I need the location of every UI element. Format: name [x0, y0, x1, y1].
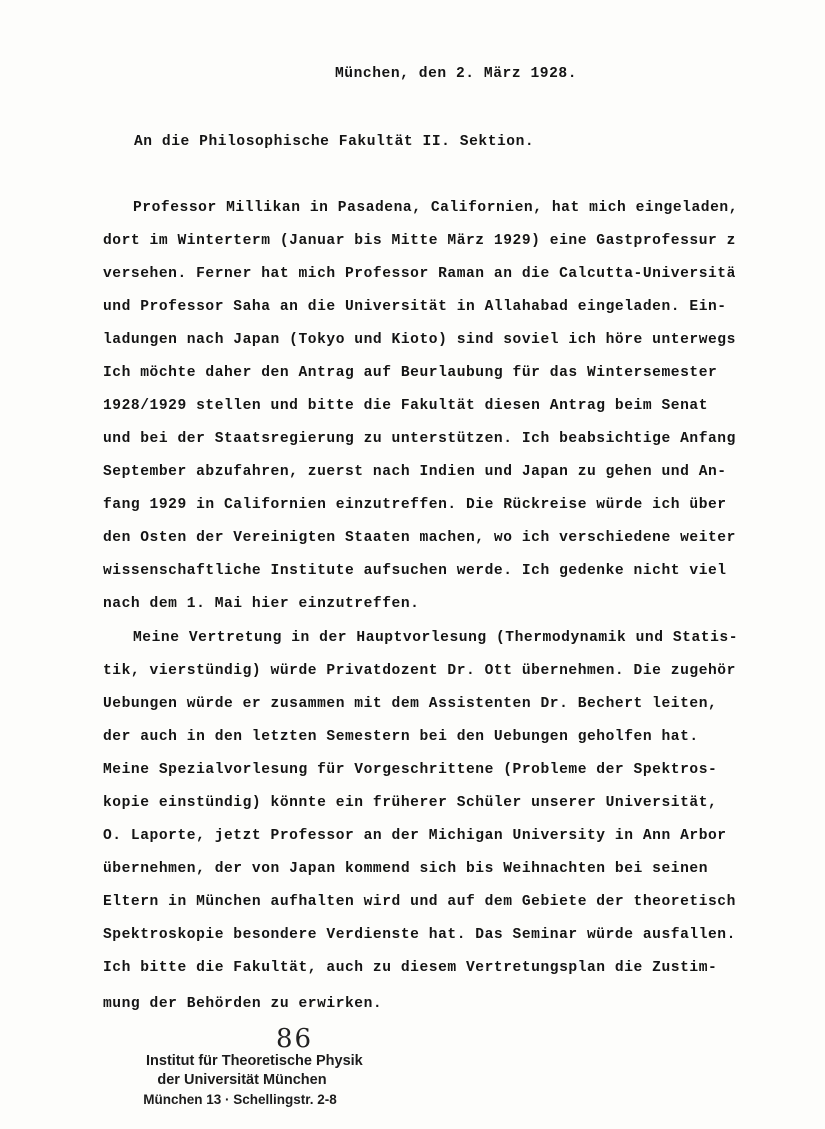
body-line: O. Laporte, jetzt Professor an der Michigan University in Ann Arbor: [103, 828, 727, 844]
date-line: München, den 2. März 1928.: [335, 66, 577, 82]
body-line: 1928/1929 stellen und bitte die Fakultät diesen Antrag beim Senat: [103, 398, 708, 414]
body-line: dort im Winterterm (Januar bis Mitte März 1929) eine Gastprofessur z: [103, 233, 736, 249]
body-line: nach dem 1. Mai hier einzutreffen.: [103, 596, 420, 612]
body-line: und bei der Staatsregierung zu unterstützen. Ich beabsichtige Anfang: [103, 431, 736, 447]
institute-stamp: [122, 1052, 362, 1109]
body-line: tik, vierstündig) würde Privatdozent Dr. Ott übernehmen. Die zugehör: [103, 663, 736, 679]
body-line: den Osten der Vereinigten Staaten machen, wo ich verschiedene weiter: [103, 530, 736, 546]
addressee-line: An die Philosophische Fakultät II. Sektion.: [134, 134, 535, 150]
body-line: Ich möchte daher den Antrag auf Beurlaubung für das Wintersemester: [103, 365, 718, 381]
body-line: September abzufahren, zuerst nach Indien und Japan zu gehen und An-: [103, 464, 727, 480]
body-line: Eltern in München aufhalten wird und auf dem Gebiete der theoretisch: [103, 894, 736, 910]
stamp-line-2: der Universität München: [157, 1072, 327, 1088]
body-line: versehen. Ferner hat mich Professor Raman an die Calcutta-Universitä: [103, 266, 736, 282]
body-line: Ich bitte die Fakultät, auch zu diesem Vertretungsplan die Zustim-: [103, 960, 718, 976]
handwritten-number: 86: [276, 1024, 314, 1054]
body-line: wissenschaftliche Institute aufsuchen werde. Ich gedenke nicht viel: [103, 563, 727, 579]
body-line: Professor Millikan in Pasadena, Californien, hat mich eingeladen,: [133, 200, 738, 216]
body-line: kopie einstündig) könnte ein früherer Schüler unserer Universität,: [103, 795, 718, 811]
body-line: und Professor Saha an die Universität in Allahabad eingeladen. Ein-: [103, 299, 727, 315]
body-line: mung der Behörden zu erwirken.: [103, 996, 383, 1012]
body-line: Uebungen würde er zusammen mit dem Assistenten Dr. Bechert leiten,: [103, 696, 718, 712]
body-line: fang 1929 in Californien einzutreffen. Die Rückreise würde ich über: [103, 497, 727, 513]
body-line: Meine Spezialvorlesung für Vorgeschrittene (Probleme der Spektros-: [103, 762, 718, 778]
body-line: der auch in den letzten Semestern bei den Uebungen geholfen hat.: [103, 729, 699, 745]
body-line: Meine Vertretung in der Hauptvorlesung (Thermodynamik und Statis-: [133, 630, 738, 646]
stamp-line-3: München 13 · Schellingstr. 2-8: [143, 1092, 337, 1107]
body-line: Spektroskopie besondere Verdienste hat. Das Seminar würde ausfallen.: [103, 927, 736, 943]
body-line: übernehmen, der von Japan kommend sich bis Weihnachten bei seinen: [103, 861, 708, 877]
stamp-line-1: Institut für Theoretische Physik: [146, 1053, 363, 1069]
body-line: ladungen nach Japan (Tokyo und Kioto) sind soviel ich höre unterwegs: [103, 332, 736, 348]
